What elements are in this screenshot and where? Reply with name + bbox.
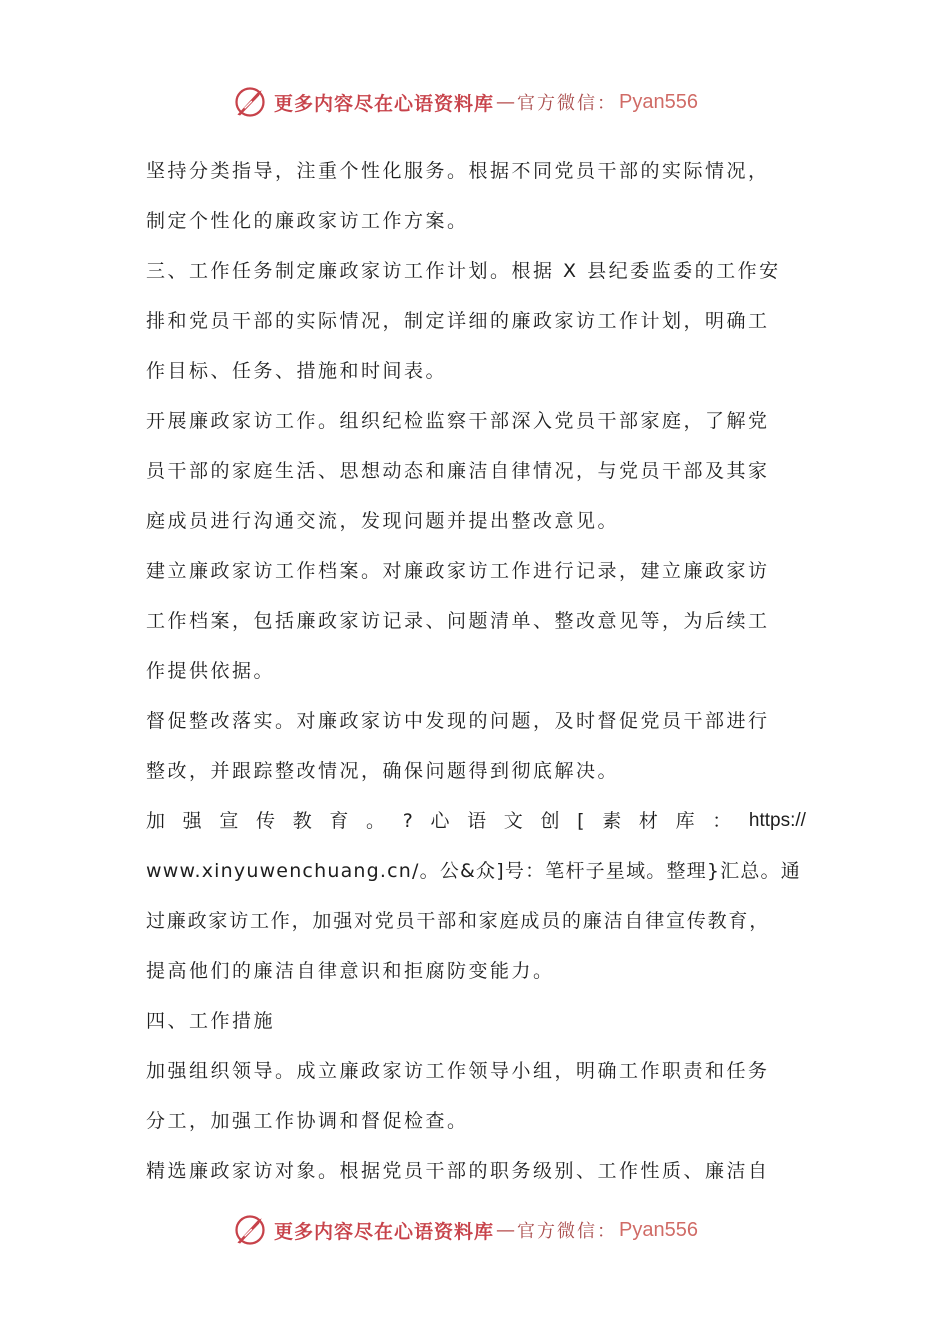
text-line: 督促整改落实。对廉政家访中发现的问题，及时督促党员干部进行 [146, 710, 770, 732]
text-line: 员干部的家庭生活、思想动态和廉洁自律情况，与党员干部及其家 [146, 460, 770, 482]
url-fragment: https:// [748, 810, 806, 831]
text-line: 精选廉政家访对象。根据党员干部的职务级别、工作性质、廉洁自 [146, 1160, 770, 1182]
spread-char: 。 [366, 810, 386, 832]
spread-char: 传 [256, 810, 276, 832]
section-heading: 四、工作措施 [146, 1010, 276, 1032]
footer-separator: — [496, 1219, 516, 1241]
spread-text-line [146, 796, 806, 846]
footer-banner-text: 更多内容尽在心语资料库 [274, 1220, 495, 1243]
header-contact-id: Pyan556 [619, 90, 698, 113]
spread-char: ： [712, 810, 732, 832]
spread-char: 库 [675, 810, 695, 832]
spread-char: 创 [540, 810, 560, 832]
header-contact-label: 官方微信： [517, 93, 618, 114]
header-banner [0, 80, 950, 124]
text-line: 作目标、任务、措施和时间表。 [146, 360, 448, 382]
text-line: 建立廉政家访工作档案。对廉政家访工作进行记录，建立廉政家访 [146, 560, 770, 582]
text-line-url [146, 846, 806, 896]
spread-char: 素 [602, 810, 622, 832]
url-text-line: www.xinyuwenchuang.cn/。公&众]号：笔杆子星域。整理}汇总。通 [146, 860, 801, 882]
spread-char: 加 [146, 810, 166, 832]
spread-char: ? [402, 810, 413, 832]
footer-contact-label: 官方微信： [517, 1221, 618, 1242]
header-banner-text: 更多内容尽在心语资料库 [274, 92, 495, 115]
spread-char: 教 [292, 810, 312, 832]
text-line: 开展廉政家访工作。组织纪检监察干部深入党员干部家庭，了解党 [146, 410, 770, 432]
footer-contact-id: Pyan556 [619, 1218, 698, 1241]
text-line: 过廉政家访工作，加强对党员干部和家庭成员的廉洁自律宣传教育， [146, 910, 771, 932]
spread-char: 心 [430, 810, 450, 832]
text-line: 分工，加强工作协调和督促检查。 [146, 1110, 469, 1132]
text-line: 排和党员干部的实际情况，制定详细的廉政家访工作计划，明确工 [146, 310, 770, 332]
spread-char: 宣 [219, 810, 239, 832]
document-body [146, 146, 806, 1196]
text-line: 整改，并跟踪整改情况，确保问题得到彻底解决。 [146, 760, 620, 782]
spread-char: [ [577, 810, 585, 832]
text-line: 加强组织领导。成立廉政家访工作领导小组，明确工作职责和任务 [146, 1060, 770, 1082]
text-line: 坚持分类指导，注重个性化服务。根据不同党员干部的实际情况， [146, 160, 770, 182]
spread-char: 文 [503, 810, 523, 832]
quill-pen-logo-icon [232, 1212, 268, 1248]
text-line: 提高他们的廉洁自律意识和拒腐防变能力。 [146, 960, 555, 982]
spread-char: 材 [638, 810, 658, 832]
footer-banner [0, 1208, 950, 1252]
header-separator: — [496, 91, 516, 113]
text-line: 作提供依据。 [146, 660, 276, 682]
text-line: 工作档案，包括廉政家访记录、问题清单、整改意见等，为后续工 [146, 610, 770, 632]
text-line: 庭成员进行沟通交流，发现问题并提出整改意见。 [146, 510, 620, 532]
spread-char: 强 [182, 810, 202, 832]
text-line: 三、工作任务制定廉政家访工作计划。根据 X 县纪委监委的工作安 [146, 260, 781, 282]
spread-char: 育 [329, 810, 349, 832]
spread-char: 语 [467, 810, 487, 832]
quill-pen-logo-icon [232, 84, 268, 120]
text-line: 制定个性化的廉政家访工作方案。 [146, 210, 469, 232]
